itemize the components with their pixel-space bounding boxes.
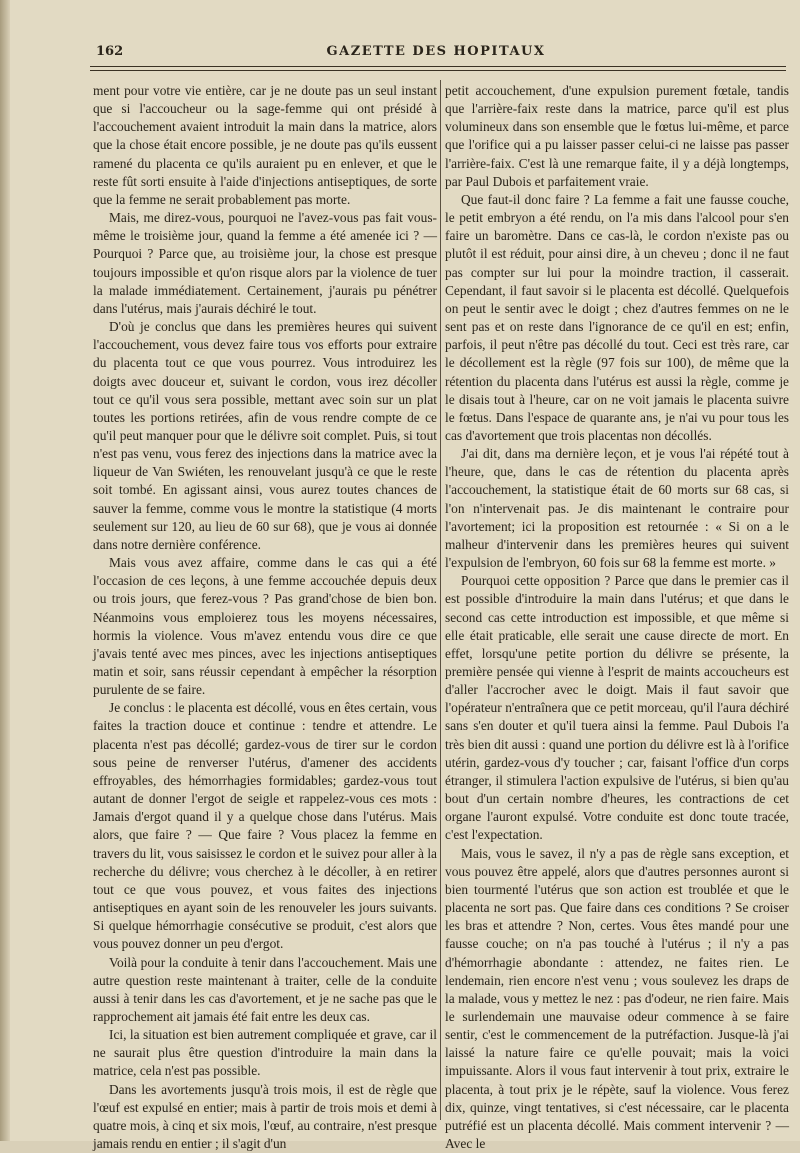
page-header: [86, 44, 786, 64]
paragraph: petit accouchement, d'une expulsion purement fœtale, tandis que l'arrière-faix reste dans la matrice, parce qu'il est plus volumineux dans son ensemble que le fœtus lui-même, et parce que l'orifice qui a pu laisser passer celui-ci ne laisse pas passer l'arrière-faix. C'est là une remarque faite, il y a déjà longtemps, par Paul Dubois et parfaitement vraie.: [445, 83, 789, 189]
right-column: [445, 82, 789, 1153]
paragraph: Mais, vous le savez, il n'y a pas de règle sans exception, et vous pouvez être appelé, alors que d'autres personnes auront si bien tourmenté l'utérus que son action est troublée et que le placenta ne sort pas. Que faire dans ces conditions ? Se croiser les bras et attendre ? Non, certes. Vous êtes mandé pour une fausse couche; on n'a pas touché à l'utérus ; il n'y a pas d'hémorrhagie abondante : attendez, ne faites rien. Le lendemain, rien encore n'est venu ; vous soulevez les draps de la malade, vous y mettez le nez : pas d'odeur, ne rien faire. Mais le surlendemain une mauvaise odeur commence à se faire sentir, c'est le commencement de la putréfaction. Jusque-là j'ai laissé la nature faire ce qu'elle pouvait; mais la voici impuissante. Alors il vous faut intervenir à tout prix, extraire le placenta, à tout prix je le répète, sauf la violence. Vous ferez dix, quinze, vingt tentatives, si c'est nécessaire, car le placenta putréfié est un placenta décollé. Mais comment intervenir ? — Avec le: [445, 845, 789, 1152]
paragraph: Ici, la situation est bien autrement compliquée et grave, car il ne saurait plus être question d'introduire la main dans la matrice, cela n'est pas possible.: [93, 1027, 437, 1079]
paragraph: Mais vous avez affaire, comme dans le cas qui a été l'occasion de ces leçons, à une femme accouchée depuis deux ou trois jours, que ferez-vous ? Pas grand'chose de bien bon. Néanmoins vous emploierez tous les moyens nécessaires, hormis la violence. Vous m'avez entendu vous dire ce que j'avais tenté avec mes pinces, avec les injections antiseptiques matin et soir, sans réussir cependant à empêcher la résorption purulente de se faire.: [93, 555, 437, 698]
paragraph: Je conclus : le placenta est décollé, vous en êtes certain, vous faites la traction douce et continue : tendre et attendre. Le placenta n'est pas décollé; gardez-vous de tirer sur le cordon sous peine de renverser l'utérus, d'amener des accidents effroyables, des hémorrhagies formidables; gardez-vous tout autant de donner l'ergot de seigle et rappelez-vous ces mots : Jamais d'ergot quand il y a quelque chose dans l'utérus. Mais alors, que faire ? — Que faire ? Vous placez la femme en travers du lit, vous saisissez le cordon et le suivez pour aller à la recherche du délivre; vous cherchez à le décoller, à en retirer tout ce que vous pouvez, et vous faites des injections antiseptiques en ayant soin de les renouveler les jours suivants. Si quelque hémorrhagie consécutive se produit, c'est alors que vous pouvez donner un peu d'ergot.: [93, 700, 437, 952]
left-column: [93, 82, 437, 1153]
paragraph: ment pour votre vie entière, car je ne doute pas un seul instant que si l'accoucheur ou la sage-femme qui ont présidé à l'accouchement avaient introduit la main dans la matrice, alors que la chose était encore possible, je ne doute pas qu'ils eussent ramené du placenta ce qu'ils auraient pu en enlever, et que le reste fût sorti ensuite à l'aide d'injections antiseptiques, de sorte que la femme ne serait probablement pas morte.: [93, 83, 437, 207]
paragraph: Pourquoi cette opposition ? Parce que dans le premier cas il est possible d'introduire la main dans l'utérus; et que dans le second cas cette introduction est impossible, et que même si elle était praticable, elle serait une cause directe de mort. En effet, lorsqu'une petite portion du délivre se présente, la première pensée qui vienne à l'esprit de maints accoucheurs est d'aller l'accrocher avec le doigt. Mais il faut savoir que l'opérateur n'entraînera que ce petit morceau, qu'il l'aura déchiré sans s'en douter et qu'il tuera ainsi la femme. Paul Dubois l'a très bien dit aussi : quand une portion du délivre est là à l'orifice utérin, gardez-vous d'y toucher ; car, faisant l'office d'un corps étranger, il stimulera l'action expulsive de l'utérus, si bien qu'au bout d'un certain nombre d'heures, les contractions de cet organe l'auront expulsé. Votre conduite est donc toute tracée, c'est l'expectation.: [445, 573, 789, 843]
header-rule: [90, 66, 786, 67]
paragraph: Dans les avortements jusqu'à trois mois, il est de règle que l'œuf est expulsé en entier; mais à partir de trois mois et demi à quatre mois, à cinq et six mois, l'œuf, au contraire, n'est presque jamais rendu en entier ; il s'agit d'un: [93, 1081, 437, 1152]
paragraph: Que faut-il donc faire ? La femme a fait une fausse couche, le petit embryon a été rendu, on l'a mis dans l'alcool pour s'en faire un baromètre. Dans ce cas-là, le cordon n'existe pas ou plutôt il est réduit, pour ainsi dire, à un cheveu ; donc il ne faut pas compter sur lui pour la moindre traction, il casserait. Cependant, il faut savoir si le placenta est décollé. Quelquefois on peut le sentir avec le doigt ; chez d'autres femmes on ne le sent pas et on reste dans l'ignorance de ce qu'il en est; enfin, parfois, il peut n'être pas décollé du tout. Ceci est très rare, car le décollement est la règle (97 fois sur 100), de même que la rétention du placenta dans l'utérus est aussi la règle, comme je le disais tout à l'heure, car on ne voit jamais le placenta suivre le fœtus. Dans l'espace de quarante ans, je n'ai vu pour tous les cas d'avortement que trois placentas non décollés.: [445, 191, 789, 443]
column-divider: [440, 80, 441, 1120]
paragraph: D'où je conclus que dans les premières heures qui suivent l'accouchement, vous devez faire tous vos efforts pour extraire du placenta tout ce que vous pourrez. Vous introduirez les doigts avec douceur et, suivant le cordon, vous irez décoller tout ce qu'il vous sera possible, mettant avec soin sur un plat toutes les portions retirées, afin de vous rendre compte de ce qu'il peut manquer pour que le délivre soit complet. Puis, si tout n'est pas venu, vous ferez des injections dans la matrice avec la liqueur de Van Swiéten, les renouvelant jusqu'à ce que le reste soit tombé. En agissant ainsi, vous aurez toutes chances de sauver la femme, comme vous le montre la statistique (4 morts seulement sur 120, au lieu de 60 sur 68), que je vous ai donnée dans notre dernière conférence.: [93, 319, 437, 552]
binding-edge: [0, 0, 10, 1141]
paragraph: Mais, me direz-vous, pourquoi ne l'avez-vous pas fait vous-même le troisième jour, quand la femme a été amenée ici ? — Pourquoi ? Parce que, au troisième jour, la chose est presque toujours impossible et qu'on risque alors par la violence de tuer la malade immédiatement. Certainement, j'aurais pu pénétrer dans l'utérus, mais j'aurais déchiré le tout.: [93, 210, 437, 316]
paragraph: Voilà pour la conduite à tenir dans l'accouchement. Mais une autre question reste maintenant à traiter, celle de la conduite aussi à tenir dans les cas d'avortement, et je ne sache pas que le rapprochement ait jamais été fait entre les deux cas.: [93, 954, 437, 1024]
journal-title: GAZETTE DES HOPITAUX: [326, 44, 546, 59]
paragraph: J'ai dit, dans ma dernière leçon, et je vous l'ai répété tout à l'heure, que, dans le cas de rétention du placenta après l'accouchement, la statistique était de 60 morts sur 68 cas, si l'on n'intervenait pas. Je dis maintenant le contraire pour l'avortement; ici la proposition est retournée : « Si on a le malheur d'intervenir dans les premières heures qui suivent l'expulsion de l'embryon, 60 fois sur 68 la femme est morte. »: [445, 446, 789, 571]
header-rule-thin: [90, 70, 786, 71]
page-number: 162: [96, 44, 124, 59]
